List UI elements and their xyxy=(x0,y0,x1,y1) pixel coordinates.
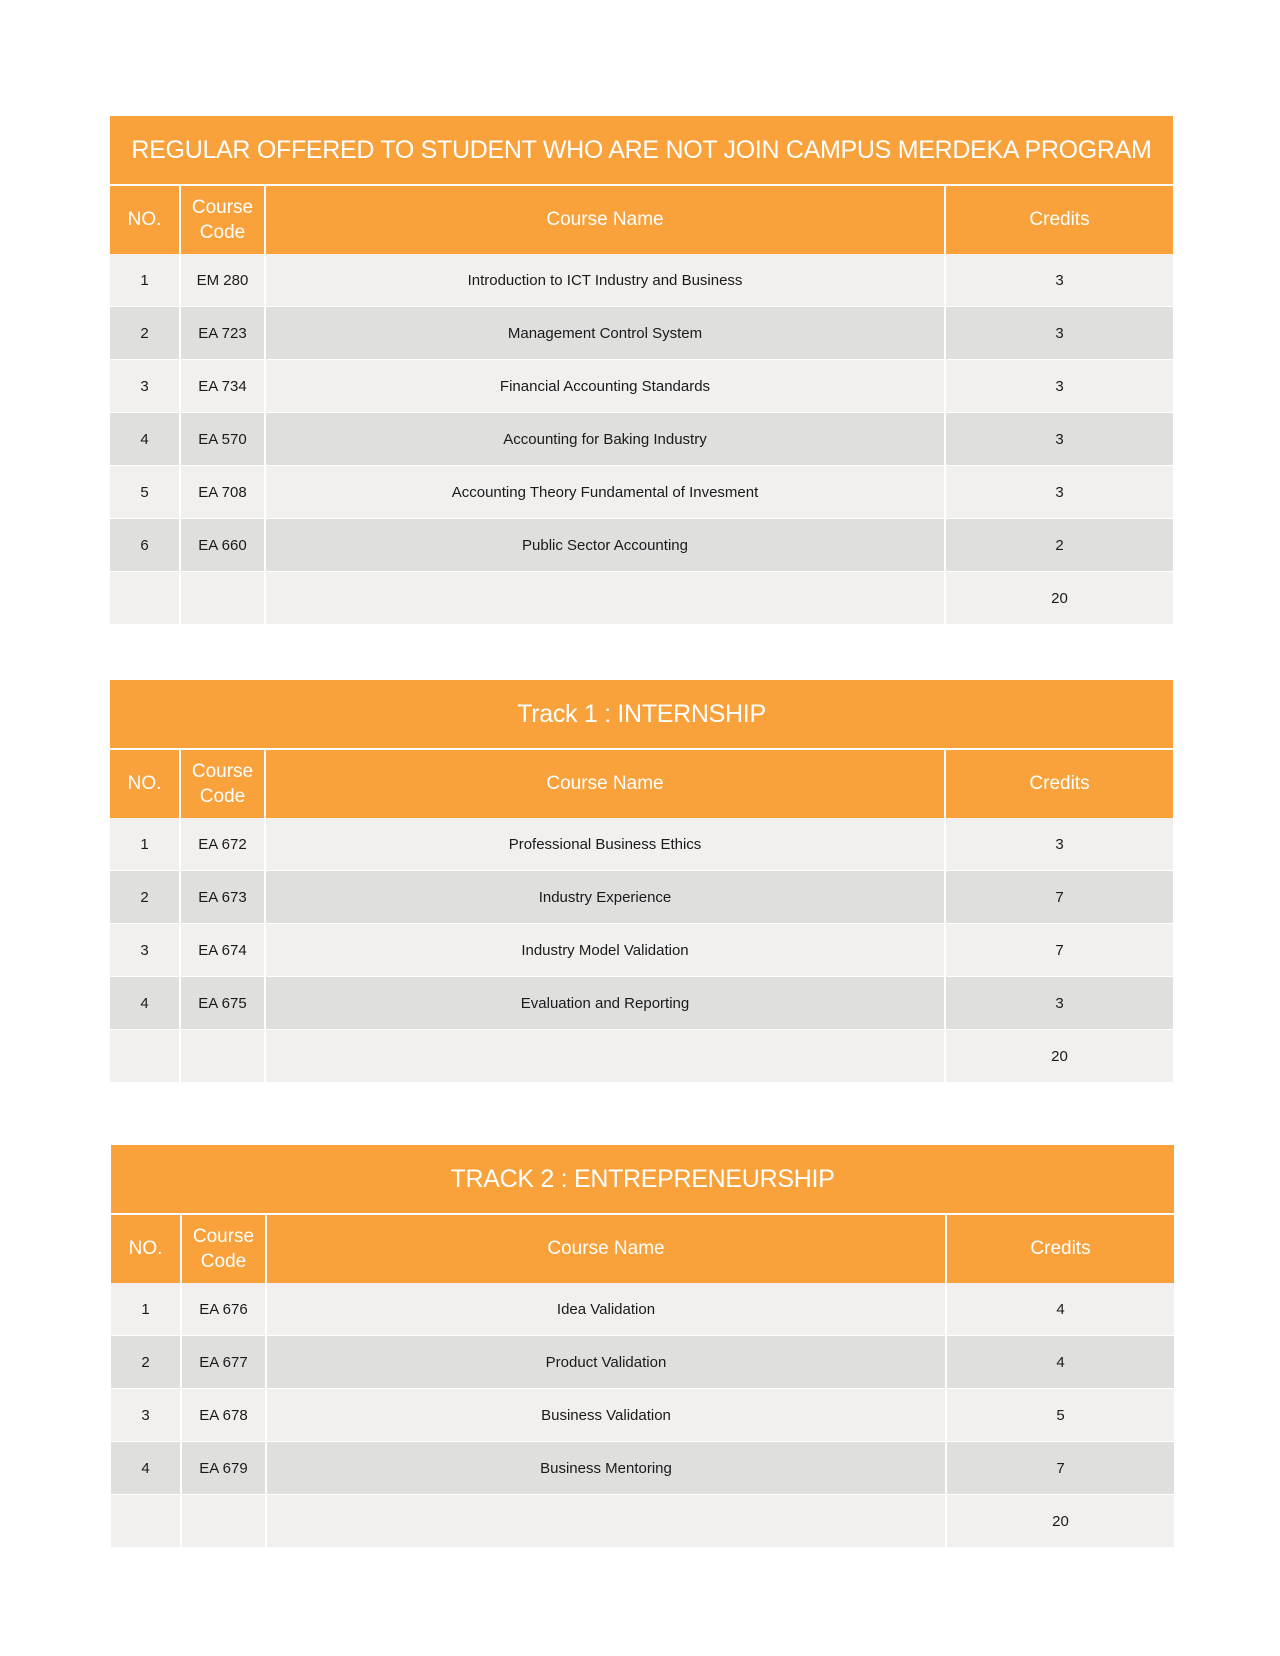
table-row xyxy=(110,977,1173,1030)
cell-course-name: Professional Business Ethics xyxy=(266,818,946,870)
table-row xyxy=(111,1442,1174,1495)
total-empty-cell xyxy=(181,572,266,624)
cell-course-name: Business Mentoring xyxy=(267,1442,947,1494)
cell-credits: 3 xyxy=(1055,994,1064,1012)
header-course-name: Course Name xyxy=(267,1215,947,1283)
cell-credits: 7 xyxy=(1056,1459,1065,1477)
cell-credits: 3 xyxy=(1055,430,1064,448)
table-row xyxy=(110,254,1173,307)
total-row xyxy=(111,1495,1174,1547)
total-empty-cell xyxy=(266,1030,946,1082)
cell-course-name: Evaluation and Reporting xyxy=(266,977,946,1029)
cell-course-code: EA 679 xyxy=(182,1442,267,1494)
cell-credits: 2 xyxy=(1055,536,1064,554)
table-header-row xyxy=(111,1215,1174,1283)
header-no: NO. xyxy=(110,750,181,818)
table-row xyxy=(110,871,1173,924)
cell-no: 2 xyxy=(110,307,181,359)
cell-credits: 4 xyxy=(1056,1353,1065,1371)
header-course-code: Course Code xyxy=(181,186,266,254)
table-row xyxy=(111,1336,1174,1389)
cell-no: 1 xyxy=(111,1283,182,1335)
cell-course-code: EA 678 xyxy=(182,1389,267,1441)
cell-no: 3 xyxy=(110,360,181,412)
cell-credits: 3 xyxy=(1055,377,1064,395)
table-row xyxy=(110,818,1173,871)
cell-course-name: Introduction to ICT Industry and Business xyxy=(266,254,946,306)
cell-credits: 3 xyxy=(1055,271,1064,289)
cell-course-code: EA 660 xyxy=(181,519,266,571)
total-empty-cell xyxy=(110,572,181,624)
header-no: NO. xyxy=(111,1215,182,1283)
cell-course-name: Public Sector Accounting xyxy=(266,519,946,571)
track1-course-table xyxy=(110,680,1173,1082)
cell-no: 4 xyxy=(111,1442,182,1494)
total-empty-cell xyxy=(182,1495,267,1547)
header-course-name: Course Name xyxy=(266,750,946,818)
total-row xyxy=(110,572,1173,624)
cell-credits: 7 xyxy=(1055,888,1064,906)
table-row xyxy=(111,1389,1174,1442)
header-credits: Credits xyxy=(1030,1238,1091,1259)
cell-no: 3 xyxy=(110,924,181,976)
cell-no: 5 xyxy=(110,466,181,518)
cell-credits: 7 xyxy=(1055,941,1064,959)
total-empty-cell xyxy=(111,1495,182,1547)
table-title: TRACK 2 : ENTREPRENEURSHIP xyxy=(111,1145,1174,1215)
total-empty-cell xyxy=(267,1495,947,1547)
cell-credits: 3 xyxy=(1055,324,1064,342)
cell-course-name: Product Validation xyxy=(267,1336,947,1388)
cell-no: 4 xyxy=(110,977,181,1029)
cell-no: 2 xyxy=(111,1336,182,1388)
cell-no: 1 xyxy=(110,818,181,870)
cell-course-name: Accounting Theory Fundamental of Invesment xyxy=(266,466,946,518)
total-row xyxy=(110,1030,1173,1082)
header-course-code: Course Code xyxy=(181,750,266,818)
cell-course-name: Management Control System xyxy=(266,307,946,359)
regular-course-table xyxy=(110,116,1173,624)
table-title: REGULAR OFFERED TO STUDENT WHO ARE NOT JOIN CAMPUS MERDEKA PROGRAM xyxy=(110,116,1173,186)
table-row xyxy=(110,360,1173,413)
cell-no: 4 xyxy=(110,413,181,465)
cell-credits: 3 xyxy=(1055,835,1064,853)
cell-no: 1 xyxy=(110,254,181,306)
cell-course-code: EM 280 xyxy=(181,254,266,306)
cell-course-code: EA 734 xyxy=(181,360,266,412)
table-row xyxy=(111,1283,1174,1336)
table-row xyxy=(110,307,1173,360)
header-course-code: Course Code xyxy=(182,1215,267,1283)
header-credits: Credits xyxy=(1029,209,1090,230)
cell-credits: 4 xyxy=(1056,1300,1065,1318)
cell-credits: 5 xyxy=(1056,1406,1065,1424)
total-empty-cell xyxy=(181,1030,266,1082)
cell-course-code: EA 675 xyxy=(181,977,266,1029)
cell-course-code: EA 673 xyxy=(181,871,266,923)
table-row xyxy=(110,466,1173,519)
total-empty-cell xyxy=(110,1030,181,1082)
cell-course-code: EA 723 xyxy=(181,307,266,359)
total-credits: 20 xyxy=(1051,589,1068,607)
table-row xyxy=(110,413,1173,466)
header-no: NO. xyxy=(110,186,181,254)
cell-course-name: Accounting for Baking Industry xyxy=(266,413,946,465)
header-course-name: Course Name xyxy=(266,186,946,254)
total-empty-cell xyxy=(266,572,946,624)
cell-no: 6 xyxy=(110,519,181,571)
header-credits: Credits xyxy=(1029,773,1090,794)
cell-course-code: EA 677 xyxy=(182,1336,267,1388)
table-header-row xyxy=(110,750,1173,818)
cell-no: 2 xyxy=(110,871,181,923)
cell-course-name: Idea Validation xyxy=(267,1283,947,1335)
cell-course-name: Industry Model Validation xyxy=(266,924,946,976)
table-header-row xyxy=(110,186,1173,254)
cell-course-name: Industry Experience xyxy=(266,871,946,923)
cell-course-code: EA 672 xyxy=(181,818,266,870)
table-row xyxy=(110,519,1173,572)
total-credits: 20 xyxy=(1051,1047,1068,1065)
cell-no: 3 xyxy=(111,1389,182,1441)
cell-course-code: EA 674 xyxy=(181,924,266,976)
total-credits: 20 xyxy=(1052,1512,1069,1530)
cell-course-name: Financial Accounting Standards xyxy=(266,360,946,412)
track2-course-table xyxy=(111,1145,1174,1547)
cell-course-name: Business Validation xyxy=(267,1389,947,1441)
cell-course-code: EA 676 xyxy=(182,1283,267,1335)
cell-credits: 3 xyxy=(1055,483,1064,501)
cell-course-code: EA 570 xyxy=(181,413,266,465)
cell-course-code: EA 708 xyxy=(181,466,266,518)
table-title: Track 1 : INTERNSHIP xyxy=(110,680,1173,750)
table-row xyxy=(110,924,1173,977)
